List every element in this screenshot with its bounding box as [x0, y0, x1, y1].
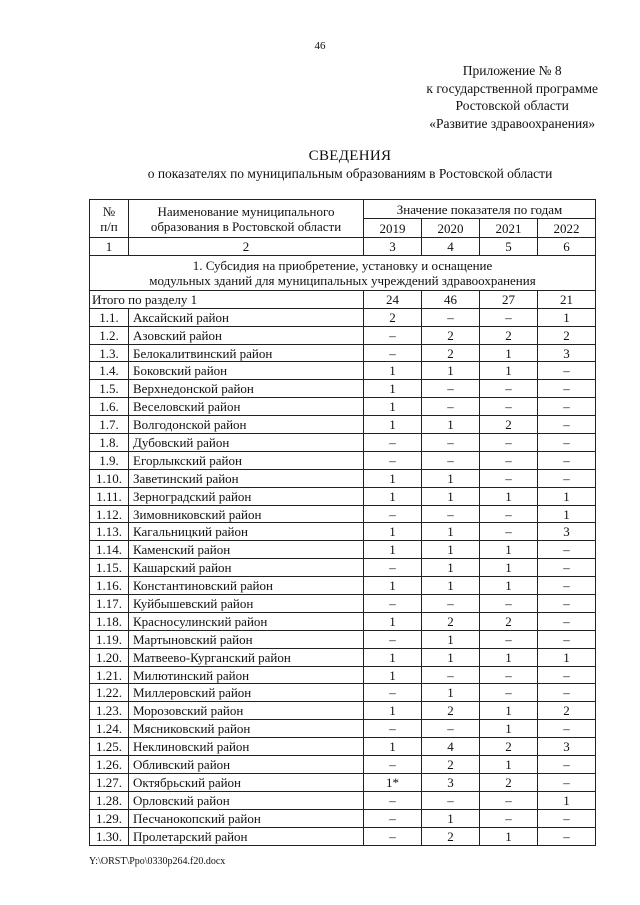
indicator-value: 2 — [480, 738, 538, 756]
indicator-value: – — [364, 791, 422, 809]
district-name: Пролетарский район — [129, 827, 364, 845]
indicator-value: 1 — [422, 469, 480, 487]
table-row — [90, 344, 596, 362]
indicator-value: 1* — [364, 773, 422, 791]
indicator-value: – — [480, 398, 538, 416]
indicator-value: 1 — [364, 380, 422, 398]
column-index: 5 — [480, 238, 538, 256]
row-number: 1.15. — [90, 559, 129, 577]
table-row — [90, 398, 596, 416]
district-name: Орловский район — [129, 791, 364, 809]
indicator-value: 1 — [422, 630, 480, 648]
indicator-value: 1 — [422, 809, 480, 827]
row-number: 1.18. — [90, 612, 129, 630]
indicator-value: 1 — [538, 308, 596, 326]
indicator-value: – — [538, 434, 596, 452]
row-number: 1.7. — [90, 416, 129, 434]
total-row — [90, 290, 596, 308]
indicator-value: 1 — [480, 577, 538, 595]
table-row — [90, 702, 596, 720]
row-number: 1.22. — [90, 684, 129, 702]
indicator-value: 1 — [364, 416, 422, 434]
indicator-value: – — [364, 684, 422, 702]
header-year: 2021 — [480, 219, 538, 238]
indicator-value: – — [480, 451, 538, 469]
indicator-value: – — [364, 326, 422, 344]
indicator-value: 2 — [480, 416, 538, 434]
indicator-value: – — [480, 595, 538, 613]
column-index: 1 — [90, 238, 129, 256]
district-name: Волгодонской район — [129, 416, 364, 434]
table-row — [90, 326, 596, 344]
indicator-value: – — [422, 666, 480, 684]
row-number: 1.14. — [90, 541, 129, 559]
indicator-value: – — [364, 756, 422, 774]
indicator-value: 1 — [422, 559, 480, 577]
indicator-value: – — [422, 505, 480, 523]
section-heading — [90, 255, 596, 290]
indicator-value: – — [538, 684, 596, 702]
indicator-value: – — [364, 827, 422, 845]
indicator-value: 1 — [422, 684, 480, 702]
row-number: 1.20. — [90, 648, 129, 666]
district-name: Кагальницкий район — [129, 523, 364, 541]
table-row — [90, 684, 596, 702]
table-row — [90, 416, 596, 434]
indicator-value: 2 — [422, 827, 480, 845]
row-number: 1.21. — [90, 666, 129, 684]
indicator-value: 1 — [364, 469, 422, 487]
indicator-value: – — [480, 666, 538, 684]
indicator-value: – — [364, 595, 422, 613]
row-number: 1.1. — [90, 308, 129, 326]
district-name: Мясниковский район — [129, 720, 364, 738]
indicator-value: 2 — [422, 612, 480, 630]
district-name: Миллеровский район — [129, 684, 364, 702]
indicator-value: – — [480, 469, 538, 487]
district-name: Матвеево-Курганский район — [129, 648, 364, 666]
indicator-value: – — [538, 577, 596, 595]
row-number: 1.13. — [90, 523, 129, 541]
district-name: Куйбышевский район — [129, 595, 364, 613]
indicator-value: 4 — [422, 738, 480, 756]
section-row — [90, 255, 596, 290]
indicator-value: – — [538, 559, 596, 577]
table-row — [90, 612, 596, 630]
table-row — [90, 756, 596, 774]
indicator-value: – — [480, 684, 538, 702]
indicator-value: – — [364, 434, 422, 452]
table-row — [90, 809, 596, 827]
table-row — [90, 827, 596, 845]
indicator-value: 1 — [364, 523, 422, 541]
row-number: 1.11. — [90, 487, 129, 505]
row-number: 1.23. — [90, 702, 129, 720]
indicator-value: – — [364, 559, 422, 577]
indicator-value: 3 — [422, 773, 480, 791]
indicator-value: 2 — [422, 756, 480, 774]
indicator-value: – — [364, 344, 422, 362]
district-name: Заветинский район — [129, 469, 364, 487]
indicator-value: 1 — [364, 487, 422, 505]
indicator-value: 1 — [364, 738, 422, 756]
indicator-value: 1 — [364, 666, 422, 684]
indicator-value: – — [422, 434, 480, 452]
table-row — [90, 559, 596, 577]
row-number: 1.25. — [90, 738, 129, 756]
district-name: Азовский район — [129, 326, 364, 344]
document-subtitle: о показателях по муниципальным образованиям в Ростовской области — [147, 166, 553, 181]
row-number: 1.16. — [90, 577, 129, 595]
indicator-value: 3 — [538, 523, 596, 541]
header-values-cell: Значение показателя по годам — [364, 200, 596, 219]
file-path-footer: Y:\ORST\Ppo\0330p264.f20.docx — [89, 856, 226, 867]
table-row — [90, 451, 596, 469]
indicator-value: 1 — [480, 344, 538, 362]
indicator-value: – — [538, 451, 596, 469]
indicator-value: – — [422, 791, 480, 809]
indicator-value: – — [538, 362, 596, 380]
header-name-line: образования в Ростовской области — [150, 218, 342, 234]
indicator-value: 3 — [538, 738, 596, 756]
header-year: 2020 — [422, 219, 480, 238]
indicator-value: 1 — [364, 612, 422, 630]
district-name: Морозовский район — [129, 702, 364, 720]
table-row — [90, 362, 596, 380]
indicator-value: – — [364, 809, 422, 827]
district-name: Неклиновский район — [129, 738, 364, 756]
district-name: Константиновский район — [129, 577, 364, 595]
table-row — [90, 541, 596, 559]
indicator-value: 1 — [422, 362, 480, 380]
column-index-row — [90, 238, 596, 256]
district-name: Кашарский район — [129, 559, 364, 577]
district-name: Мартыновский район — [129, 630, 364, 648]
district-name: Егорлыкский район — [129, 451, 364, 469]
indicator-value: 1 — [480, 720, 538, 738]
indicator-value: – — [480, 380, 538, 398]
district-name: Зимовниковский район — [129, 505, 364, 523]
row-number: 1.9. — [90, 451, 129, 469]
indicator-value: 1 — [422, 541, 480, 559]
indicator-value: – — [538, 756, 596, 774]
header-number-cell — [90, 200, 129, 238]
row-number: 1.19. — [90, 630, 129, 648]
indicator-value: – — [364, 630, 422, 648]
indicator-value: 1 — [480, 362, 538, 380]
indicator-value: – — [364, 505, 422, 523]
indicator-value: 1 — [422, 577, 480, 595]
indicator-value: – — [480, 434, 538, 452]
total-value: 24 — [364, 290, 422, 308]
header-name-line: Наименование муниципального — [157, 203, 335, 219]
row-number: 1.2. — [90, 326, 129, 344]
indicator-value: 1 — [364, 577, 422, 595]
indicator-value: – — [422, 720, 480, 738]
indicator-value: 1 — [480, 487, 538, 505]
indicator-value: 2 — [480, 612, 538, 630]
indicator-value: – — [480, 809, 538, 827]
indicator-value: 1 — [538, 791, 596, 809]
table-row — [90, 630, 596, 648]
indicator-value: 1 — [480, 648, 538, 666]
appendix-line: Приложение № 8 — [462, 63, 562, 78]
indicator-value: 1 — [364, 541, 422, 559]
header-row — [90, 200, 596, 219]
district-name: Белокалитвинский район — [129, 344, 364, 362]
indicator-value: 2 — [480, 773, 538, 791]
indicator-value: – — [422, 451, 480, 469]
indicator-value: – — [422, 380, 480, 398]
indicator-value: – — [538, 809, 596, 827]
indicator-value: – — [538, 416, 596, 434]
indicator-value: 1 — [364, 362, 422, 380]
header-name-cell — [129, 200, 364, 238]
row-number: 1.4. — [90, 362, 129, 380]
table-row — [90, 648, 596, 666]
indicator-value: 2 — [538, 326, 596, 344]
district-name: Дубовский район — [129, 434, 364, 452]
appendix-line: «Развитие здравоохранения» — [429, 115, 596, 131]
column-index: 6 — [538, 238, 596, 256]
district-name: Октябрьский район — [129, 773, 364, 791]
row-number: 1.3. — [90, 344, 129, 362]
table-row — [90, 308, 596, 326]
indicator-value: – — [422, 595, 480, 613]
appendix-line: к государственной программе — [426, 80, 598, 96]
table-row — [90, 720, 596, 738]
total-value: 46 — [422, 290, 480, 308]
total-label: Итого по разделу 1 — [90, 290, 364, 308]
row-number: 1.5. — [90, 380, 129, 398]
district-name: Аксайский район — [129, 308, 364, 326]
header-year: 2022 — [538, 219, 596, 238]
row-number: 1.6. — [90, 398, 129, 416]
table-row — [90, 738, 596, 756]
table-row — [90, 469, 596, 487]
appendix-heading — [426, 62, 598, 132]
indicator-value: – — [538, 720, 596, 738]
page-number: 46 — [314, 40, 326, 52]
header-number-line: п/п — [100, 218, 118, 234]
district-name: Обливский район — [129, 756, 364, 774]
indicator-value: – — [538, 827, 596, 845]
column-index: 4 — [422, 238, 480, 256]
table-row — [90, 505, 596, 523]
indicator-value: 1 — [480, 541, 538, 559]
indicator-value: 1 — [480, 756, 538, 774]
indicator-value: – — [480, 523, 538, 541]
indicator-value: – — [538, 469, 596, 487]
total-value: 21 — [538, 290, 596, 308]
indicator-value: – — [480, 308, 538, 326]
district-name: Милютинский район — [129, 666, 364, 684]
indicator-value: 1 — [422, 487, 480, 505]
indicator-value: – — [538, 630, 596, 648]
indicator-value: – — [538, 773, 596, 791]
indicator-value: 2 — [422, 326, 480, 344]
indicator-value: 1 — [364, 648, 422, 666]
row-number: 1.8. — [90, 434, 129, 452]
indicator-value: – — [538, 380, 596, 398]
header-year: 2019 — [364, 219, 422, 238]
indicator-value: – — [538, 666, 596, 684]
column-index: 3 — [364, 238, 422, 256]
district-name: Песчанокопский район — [129, 809, 364, 827]
indicator-value: 1 — [422, 523, 480, 541]
indicator-value: 1 — [364, 702, 422, 720]
district-name: Верхнедонской район — [129, 380, 364, 398]
table-row — [90, 523, 596, 541]
indicator-value: 1 — [480, 559, 538, 577]
indicator-value: 2 — [422, 344, 480, 362]
indicator-value: – — [538, 612, 596, 630]
table-row — [90, 773, 596, 791]
section-heading-line: 1. Субсидия на приобретение, установку и оснащение — [192, 257, 493, 273]
indicator-value: – — [538, 541, 596, 559]
table-row — [90, 577, 596, 595]
row-number: 1.24. — [90, 720, 129, 738]
district-name: Каменский район — [129, 541, 364, 559]
header-number-line: № — [102, 203, 116, 219]
indicator-value: 1 — [480, 827, 538, 845]
indicator-value: – — [422, 308, 480, 326]
row-number: 1.26. — [90, 756, 129, 774]
row-number: 1.17. — [90, 595, 129, 613]
table-row — [90, 791, 596, 809]
appendix-line: Ростовской области — [455, 98, 569, 113]
indicator-value: 2 — [364, 308, 422, 326]
column-index: 2 — [129, 238, 364, 256]
indicator-value: – — [480, 630, 538, 648]
indicator-value: – — [480, 505, 538, 523]
indicator-value: 2 — [538, 702, 596, 720]
row-number: 1.27. — [90, 773, 129, 791]
row-number: 1.30. — [90, 827, 129, 845]
total-value: 27 — [480, 290, 538, 308]
indicator-value: 1 — [538, 505, 596, 523]
row-number: 1.12. — [90, 505, 129, 523]
table-row — [90, 434, 596, 452]
indicator-value: – — [480, 791, 538, 809]
section-heading-line: модульных зданий для муниципальных учреждений здравоохранения — [149, 272, 536, 288]
table-row — [90, 666, 596, 684]
indicators-table — [89, 199, 596, 846]
indicator-value: 1 — [480, 702, 538, 720]
district-name: Зерноградский район — [129, 487, 364, 505]
indicator-value: 1 — [538, 648, 596, 666]
row-number: 1.10. — [90, 469, 129, 487]
table-row — [90, 595, 596, 613]
indicator-value: 3 — [538, 344, 596, 362]
district-name: Красносулинский район — [129, 612, 364, 630]
indicator-value: 2 — [422, 702, 480, 720]
district-name: Боковский район — [129, 362, 364, 380]
indicator-value: 1 — [538, 487, 596, 505]
document-title: СВЕДЕНИЯ — [308, 148, 392, 164]
table-row — [90, 380, 596, 398]
indicator-value: 1 — [422, 648, 480, 666]
indicator-value: 1 — [422, 416, 480, 434]
district-name: Веселовский район — [129, 398, 364, 416]
row-number: 1.29. — [90, 809, 129, 827]
indicator-value: – — [422, 398, 480, 416]
indicator-value: 2 — [480, 326, 538, 344]
indicator-value: 1 — [364, 398, 422, 416]
indicator-value: – — [364, 451, 422, 469]
indicator-value: – — [538, 595, 596, 613]
table-row — [90, 487, 596, 505]
indicator-value: – — [538, 398, 596, 416]
indicator-value: – — [364, 720, 422, 738]
row-number: 1.28. — [90, 791, 129, 809]
